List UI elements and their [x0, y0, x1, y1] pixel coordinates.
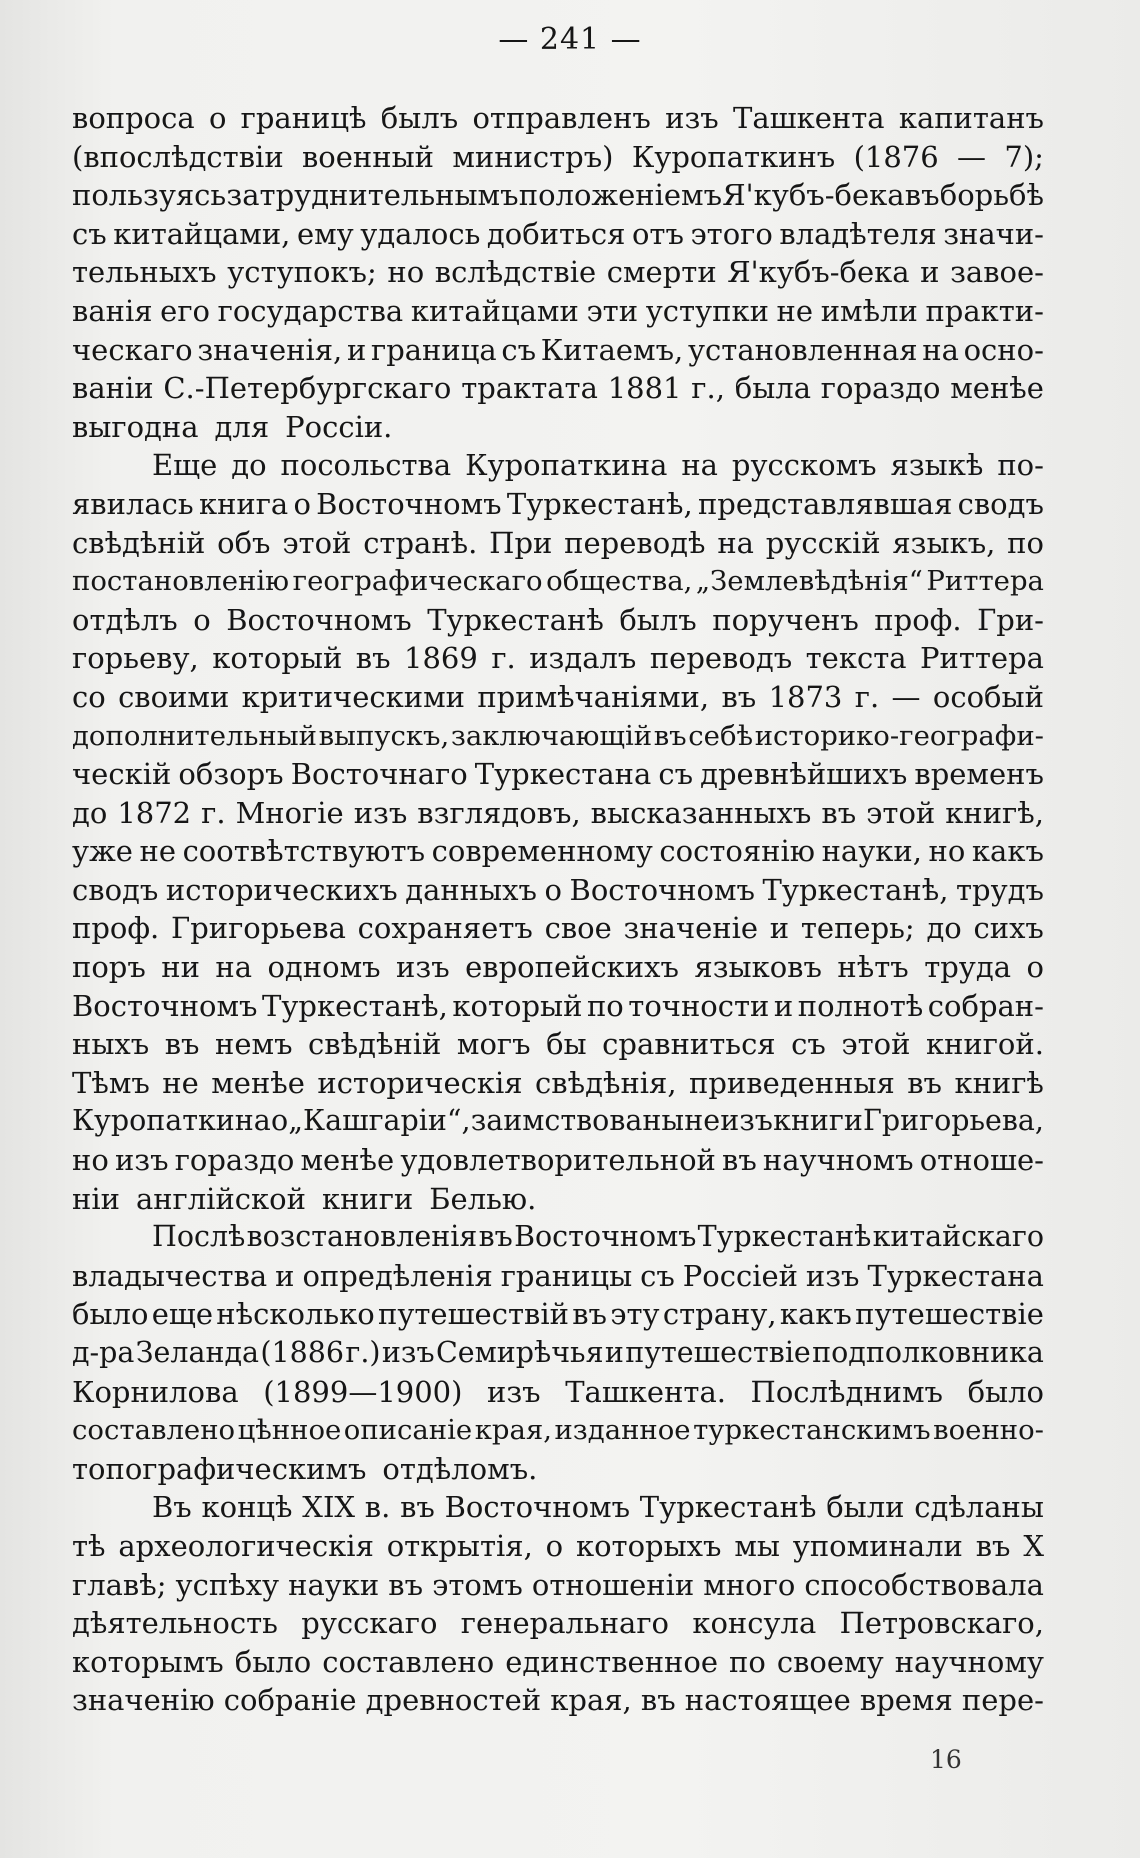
text-line: ческій обзоръ Восточнаго Туркестана съ древнѣйшихъ временъ [72, 757, 1044, 792]
text-line: ванія его государства китайцами эти уступки не имѣли практи- [72, 293, 1044, 328]
text-line: ваніи С.-Петербургскаго трактата 1881 г., была гораздо менѣе [72, 371, 1044, 406]
text-line: составлено цѣнное описаніе края, изданное туркестанскимъ военно- [72, 1414, 1044, 1447]
text-line: вопроса о границѣ былъ отправленъ изъ Ташкента капитанъ [72, 101, 1044, 135]
text-line: (впослѣдствіи военный министръ) Куропаткинъ (1876 — 7); [72, 139, 1044, 174]
text-line: значенію собраніе древностей края, въ настоящее время пере- [72, 1683, 1044, 1718]
text-line: ныхъ въ немъ свѣдѣній могъ бы сравниться съ этой книгой. [72, 1027, 1044, 1062]
text-line: съ китайцами, ему удалось добиться отъ этого владѣтеля значи- [72, 216, 1044, 251]
signature-mark: 16 [930, 1745, 962, 1774]
text-line: которымъ было составлено единственное по своему научному [72, 1644, 1044, 1679]
text-line: владычества и опредѣленія границы съ Россіей изъ Туркестана [72, 1258, 1044, 1293]
text-line: Восточномъ Туркестанѣ, который по точности и полнотѣ собран- [72, 988, 1044, 1023]
text-line: было еще нѣсколько путешествій въ эту страну, какъ путешествіе [72, 1297, 1044, 1332]
text-line: отдѣлъ о Восточномъ Туркестанѣ былъ порученъ проф. Гри- [72, 602, 1044, 637]
text-line: явилась книга о Восточномъ Туркестанѣ, представлявшая сводъ [72, 486, 1044, 521]
page-number: — 241 — [498, 22, 642, 57]
body-text [72, 99, 1044, 1720]
text-line: д-ра Зеланда (1886 г.) изъ Семирѣчья и путешествіе подполковника [72, 1336, 1044, 1369]
text-line: уже не соотвѣтствуютъ современному состоянію науки, но какъ [72, 834, 1044, 869]
text-line: дѣятельность русскаго генеральнаго консула Петровскаго, [72, 1606, 1044, 1641]
text-line: Еще до посольства Куропаткина на русскомъ языкѣ по- [152, 448, 1044, 483]
text-line: но изъ гораздо менѣе удовлетворительной въ научномъ отноше- [72, 1143, 1044, 1178]
text-line: ческаго значенія, и граница съ Китаемъ, установленная на осно- [72, 332, 1044, 367]
text-line: проф. Григорьева сохраняетъ свое значеніе и теперь; до сихъ [72, 911, 1044, 946]
text-line: Послѣ возстановленія въ Восточномъ Туркестанѣ китайскаго [152, 1220, 1044, 1254]
text-line: Въ концѣ XIX в. въ Восточномъ Туркестанѣ были сдѣланы [152, 1490, 1044, 1525]
text-line: Куропаткина о „Кашгаріи“, заимствованы не изъ книги Григорьева, [72, 1104, 1044, 1138]
text-line: до 1872 г. Многіе изъ взглядовъ, высказанныхъ въ этой книгѣ, [72, 795, 1044, 830]
text-line: Корнилова (1899—1900) изъ Ташкента. Послѣднимъ было [72, 1374, 1044, 1409]
text-line: тѣ археологическія открытія, о которыхъ мы упоминали въ X [72, 1528, 1044, 1563]
text-line: пользуясь затруднительнымъ положеніемъ Я'кубъ-бека въ борьбѣ [72, 178, 1044, 213]
text-line: поръ ни на одномъ изъ европейскихъ языковъ нѣтъ труда о [72, 950, 1044, 985]
text-line: тельныхъ уступокъ; но вслѣдствіе смерти Я'кубъ-бека и завое- [72, 255, 1044, 290]
text-line: горьеву, который въ 1869 г. издалъ переводъ текста Риттера [72, 641, 1044, 676]
text-line: дополнительный выпускъ, заключающій въ себѣ историко-географи- [72, 719, 1044, 752]
text-line: Тѣмъ не менѣе историческія свѣдѣнія, приведенныя въ книгѣ [72, 1065, 1044, 1100]
text-line: главѣ; успѣху науки въ этомъ отношеніи много способствовала [72, 1567, 1044, 1602]
text-line: ніи англійской книги Белью. [72, 1181, 537, 1216]
text-line: топографическимъ отдѣломъ. [72, 1451, 538, 1486]
text-line: выгодна для Россіи. [72, 409, 393, 444]
text-line: свѣдѣній объ этой странѣ. При переводѣ на русскій языкъ, по [72, 525, 1044, 560]
text-line: со своими критическими примѣчаніями, въ 1873 г. — особый [72, 679, 1044, 714]
text-line: сводъ историческихъ данныхъ о Восточномъ Туркестанѣ, трудъ [72, 872, 1044, 907]
text-line: постановленію географическаго общества, „Землевѣдѣнія“ Риттера [72, 565, 1044, 598]
